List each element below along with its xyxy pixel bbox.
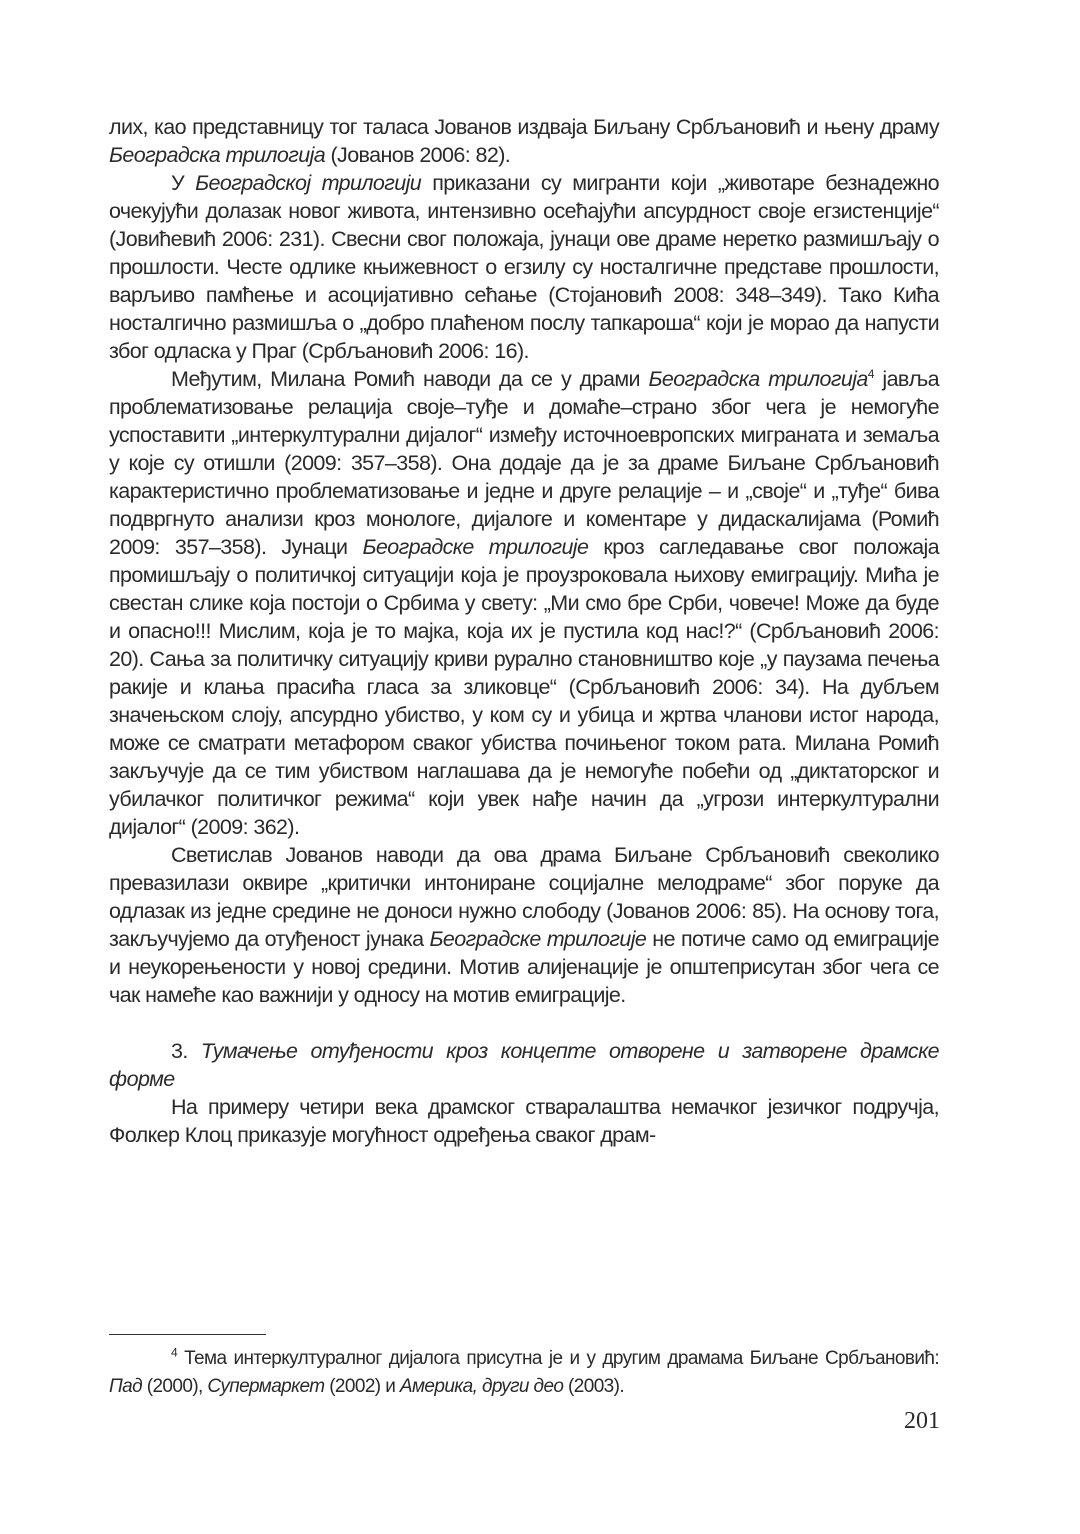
italic-text: Пад: [109, 1376, 143, 1397]
text-run: приказани су мигранти који „животаре безнадежно очекујући долазак новог живота, интензивно осећајући апсурдност своје егзистенције“ (Јовићевић 2006: 231). Свесни свог положаја, јунаци ове драме неретко размишљају о прошлости. Честе одлике књижевност о егзилу су носталгичне представе прошлости, варљиво памћење и асоцијативно сећање (Стојановић 2008: 348–349). Тако Кића носталгично размишља о „добро плаћеном послу тапкароша“ који је морао да напусти због одласка у Праг (Србљановић 2006: 16).: [109, 171, 939, 363]
paragraph: [109, 365, 939, 841]
paragraph: На примеру четири века драмског стваралаштва немачког језичког подручја, Фолкер Клоц приказује могућност одређења сваког драм-: [109, 1095, 939, 1147]
section-number: 3.: [171, 1039, 201, 1063]
text-run: Међутим, Милана Ромић наводи да се у драми: [171, 367, 649, 391]
paragraph: [109, 169, 939, 365]
paragraph: [109, 841, 939, 1009]
text-run: јавља проблематизовање релација своје–туђе и домаће–страно због чега је немогуће успоставити „интеркултурални дијалог“ између источноевропских миграната и земаља у које су отишли (2009: 357–358). Она додаје да је за драме Биљане Србљановић карактеристично проблематизовање и једне и друге релације – и „своје“ и „туђе“ бива подвргнуто анализи кроз монологе, дијалоге и коментаре у дидаскалијама (Ромић 2009: 357–358). Јунаци: [109, 367, 939, 559]
page-number: 201: [904, 1408, 940, 1434]
text-run: Тема интеркултуралног дијалога присутна је и у другим драмама Биљане Србљановић:: [177, 1348, 939, 1369]
text-run: кроз сагледавање свог положаја промишљају о политичкој ситуацији која је проузроковала њихову емиграцију. Мића је свестан слике која постоји о Србима у свету: „Ми смо бре Срби, човече! Може да буде и опасно!!! Мислим, која је то мајка, која их је пустила код нас!?“ (Србљановић 2006: 20). Сања за политичку ситуацију криви рурално становништво које „у паузама печења ракије и клања прасића гласа за зликовце“ (Србљановић 2006: 34). На дубљем значењском слоју, апсурдно убиство, у ком су и убица и жртва чланови истог народа, може се сматрати метафором сваког убиства почињеног током рата. Милана Ромић закључује да се тим убиством наглашава да је немогуће побећи од „диктаторског и убилачког политичког режима“ који увек нађе начин да „угрози интеркултурални дијалог“ (2009: 362).: [109, 535, 939, 839]
italic-text: Београдској трилогији: [195, 171, 422, 195]
page-body: [109, 113, 939, 1149]
footnote-separator: [109, 1334, 266, 1335]
text-run: (Јованов 2006: 82).: [325, 143, 511, 167]
text-run: (2002) и: [324, 1376, 400, 1397]
italic-text: Београдске трилогије: [362, 535, 589, 559]
paragraph: [109, 113, 939, 169]
section-heading: [109, 1037, 939, 1093]
body-text: [109, 113, 939, 1009]
italic-text: Београдска трилогија: [648, 367, 868, 391]
text-run: Светислав Јованов наводи да ова драма Биљане Србљановић свеколико превазилази оквире „критички интониране социјалне мелодраме“ због поруке да одлазак из једне средине не доноси нужно слободу (Јованов 2006: 85). На основу тога, закључујемо да отуђеност јунака: [109, 843, 939, 951]
text-run: не потиче само од емиграције и неукорењености у новој средини. Мотив алијенације је општеприсутан због чега се чак намеће као важнији у односу на мотив емиграције.: [109, 927, 939, 1007]
footnote-marker: 4: [171, 1345, 178, 1360]
italic-text: Америка, други део: [399, 1376, 564, 1397]
footnote: [109, 1345, 939, 1401]
italic-text: Београдска трилогија: [109, 143, 326, 167]
text-run: лих, као представницу тог таласа Јованов издваја Биљану Србљановић и њену драму: [109, 115, 939, 139]
footnote-text: [109, 1345, 939, 1401]
text-run: (2000),: [142, 1376, 208, 1397]
italic-text: Београдске трилогије: [429, 927, 647, 951]
text-run: (2003).: [563, 1376, 625, 1397]
footnote-ref: 4: [867, 366, 874, 381]
text-run: У: [171, 171, 196, 195]
section-title: Тумачење отуђености кроз концепте отворене и затворене драмске форме: [109, 1039, 939, 1091]
italic-text: Супермаркет: [207, 1376, 325, 1397]
